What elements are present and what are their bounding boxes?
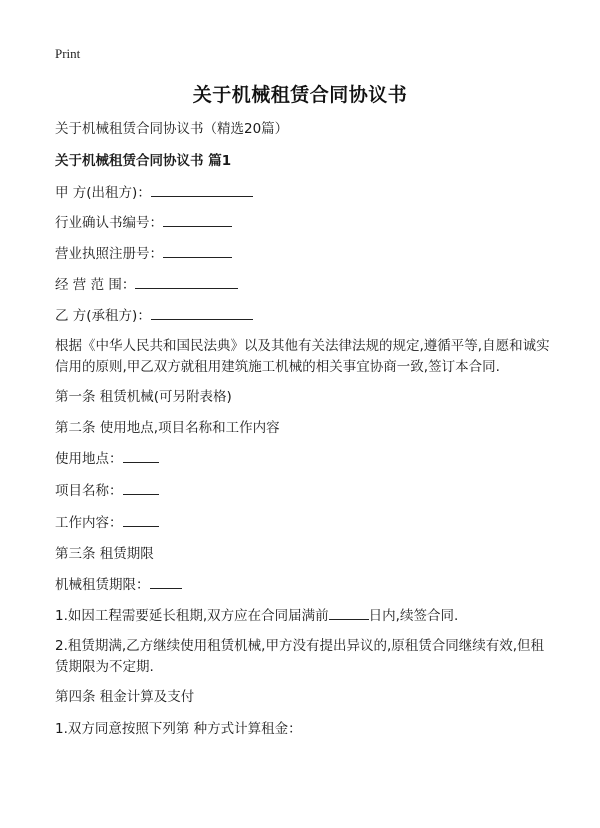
cert-no-label: 行业确认书编号： — [55, 215, 163, 231]
clause-2: 2.租赁期满,乙方继续使用租赁机械,甲方没有提出异议的,原租赁合同继续有效,但租赁期限为不定期. — [55, 638, 545, 675]
use-place-field — [55, 448, 159, 470]
scope-label: 经 营 范 围： — [55, 277, 136, 293]
intro-paragraph: 根据《中华人民共和国民法典》以及其他有关法律法规的规定,遵循平等,自愿和诚实信用的原则,甲乙双方就租用建筑施工机械的相关事宜协商一致,签订本合同. — [55, 338, 550, 375]
work-content-blank — [123, 512, 159, 527]
scope-field — [55, 274, 238, 296]
document-title: 关于机械租赁合同协议书 — [192, 84, 408, 106]
document-subtitle: 关于机械租赁合同协议书（精选20篇） — [55, 121, 289, 137]
license-no-blank — [163, 243, 232, 258]
clause-1-post: 日内,续签合同. — [368, 608, 459, 624]
use-place-label: 使用地点： — [55, 451, 123, 467]
license-no-field — [55, 243, 232, 265]
party-a-field — [55, 182, 253, 204]
project-name-blank — [123, 480, 159, 495]
use-place-blank — [123, 448, 159, 463]
cert-no-field — [55, 212, 232, 234]
lease-term-label: 机械租赁期限： — [55, 577, 150, 593]
party-b-field — [55, 305, 253, 327]
project-name-label: 项目名称： — [55, 483, 123, 499]
party-b-label: 乙 方(承租方)： — [55, 308, 151, 324]
party-a-blank — [151, 182, 253, 197]
license-no-label: 营业执照注册号： — [55, 246, 163, 262]
lease-term-blank — [150, 574, 182, 589]
party-a-label: 甲 方(出租方)： — [55, 185, 151, 201]
clause-1-blank — [329, 605, 369, 620]
print-label: Print — [55, 46, 81, 61]
work-content-field — [55, 512, 159, 534]
section-heading: 关于机械租赁合同协议书 篇1 — [55, 153, 232, 169]
cert-no-blank — [163, 212, 232, 227]
project-name-field — [55, 480, 159, 502]
party-b-blank — [151, 305, 253, 320]
clause-1 — [55, 605, 458, 627]
article-4: 第四条 租金计算及支付 — [55, 689, 195, 705]
article-3: 第三条 租赁期限 — [55, 546, 154, 562]
scope-blank — [135, 274, 238, 289]
clause-1-pre: 1.如因工程需要延长租期,双方应在合同届满前 — [55, 608, 329, 624]
lease-term-field — [55, 574, 182, 596]
payment-clause-1: 1.双方同意按照下列第 种方式计算租金： — [55, 721, 302, 737]
work-content-label: 工作内容： — [55, 515, 123, 531]
article-2: 第二条 使用地点,项目名称和工作内容 — [55, 420, 280, 436]
article-1: 第一条 租赁机械(可另附表格) — [55, 389, 232, 405]
